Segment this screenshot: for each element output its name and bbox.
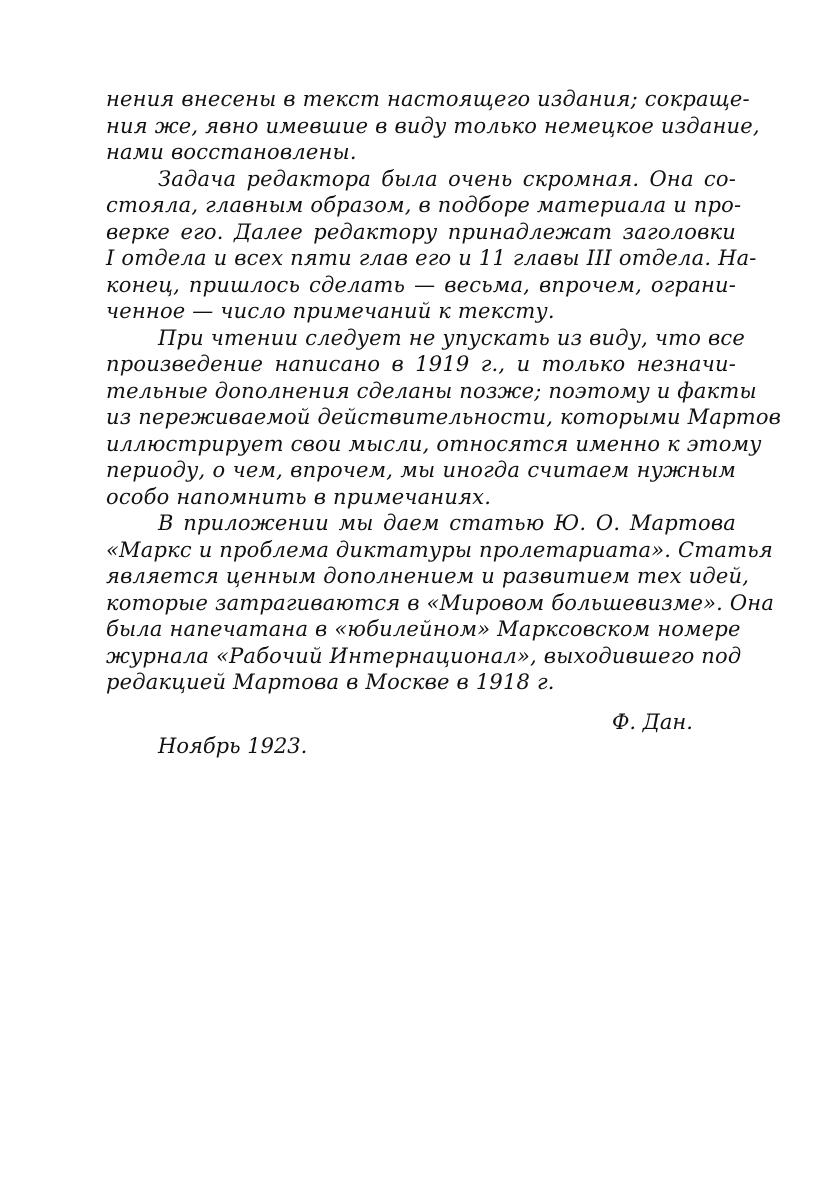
signature: Ф. Дан. <box>612 710 693 734</box>
paragraph-2 <box>106 166 757 325</box>
text-line: была напечатана в «юбилейном» Марксовском номере <box>106 617 741 641</box>
text-line: журнала «Рабочий Интернационал», выходившего под <box>106 643 742 668</box>
text-line: При чтении следует не упускать из виду, что все <box>158 325 746 350</box>
text-line: иллюстрирует свои мысли, относятся именно к этому <box>106 431 762 456</box>
document-body <box>106 86 782 696</box>
paragraph-1 <box>106 86 760 166</box>
text-line: тельные дополнения сделаны позже; поэтому и факты <box>106 378 757 403</box>
paragraph-4 <box>106 510 775 696</box>
text-line: стояла, главным образом, в подборе материала и про- <box>106 193 742 217</box>
text-line: ния же, явно имевшие в виду только немецкое издание, <box>106 113 760 138</box>
paragraph-3 <box>106 325 782 511</box>
text-line: особо напомнить в примечаниях. <box>106 484 492 509</box>
text-line: произведение написано в 1919 г., и только незначи- <box>106 352 736 376</box>
date-line: Ноябрь 1923. <box>158 734 308 758</box>
text-line: периоду, о чем, впрочем, мы иногда считаем нужным <box>106 458 736 482</box>
text-line: «Маркс и проблема диктатуры пролетариата». Статья <box>106 537 773 562</box>
text-line: нами восстановлены. <box>106 140 357 164</box>
text-line: В приложении мы даем статью Ю. О. Мартова <box>158 511 736 535</box>
text-line: является ценным дополнением и развитием тех идей, <box>106 564 750 588</box>
text-line: нения внесены в текст настоящего издания; сокраще- <box>106 87 750 111</box>
text-line: конец, пришлось сделать — весьма, впрочем, ограни- <box>106 272 736 297</box>
text-line: которые затрагиваются в «Мировом большевизме». Она <box>106 590 775 615</box>
text-line: Задача редактора была очень скромная. Она со- <box>158 166 736 191</box>
text-line: верке его. Далее редактору принадлежат заголовки <box>106 219 736 244</box>
text-line: ченное — число примечаний к тексту. <box>106 299 555 323</box>
text-line: редакцией Мартова в Москве в 1918 г. <box>106 670 555 694</box>
text-line: из переживаемой действительности, которыми Мартов <box>106 405 782 429</box>
text-line: I отдела и всех пяти глав его и 11 главы III отдела. На- <box>106 246 757 270</box>
